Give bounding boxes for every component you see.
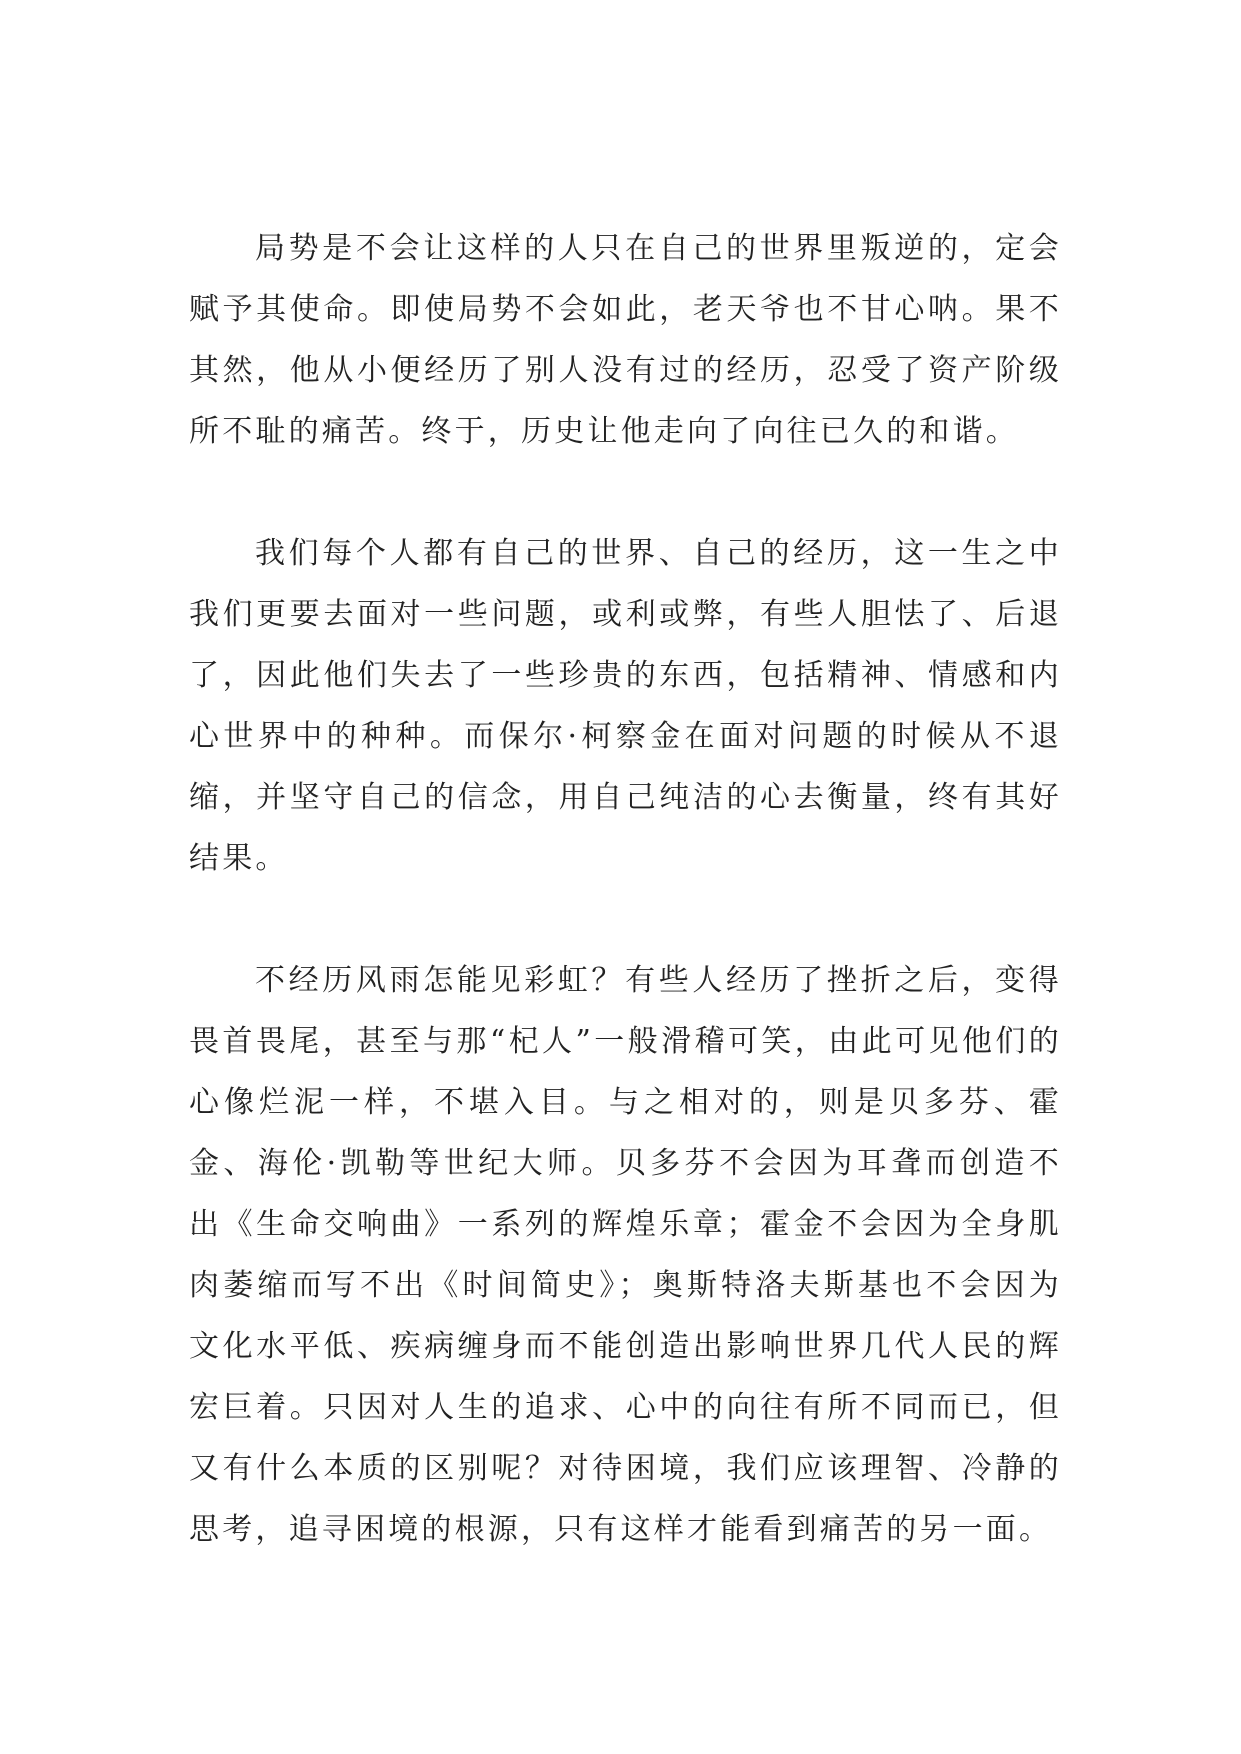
paragraph-2: 我们每个人都有自己的世界、自己的经历，这一生之中我们更要去面对一些问题，或利或弊，有些人胆怯了、后退了，因此他们失去了一些珍贵的东西，包括精神、情感和内心世界中的种种。而保尔·柯察金在面对问题的时候从不退缩，并坚守自己的信念，用自己纯洁的心去衡量，终有其好结果。 — [189, 536, 1062, 876]
paragraph-1: 局势是不会让这样的人只在自己的世界里叛逆的，定会赋予其使命。即使局势不会如此，老天爷也不甘心呐。果不其然，他从小便经历了别人没有过的经历，忍受了资产阶级所不耻的痛苦。终于，历史让他走向了向往已久的和谐。 — [189, 231, 1062, 449]
paragraph-3: 不经历风雨怎能见彩虹？有些人经历了挫折之后，变得畏首畏尾，甚至与那“杞人”一般滑稽可笑，由此可见他们的心像烂泥一样，不堪入目。与之相对的，则是贝多芬、霍金、海伦·凯勒等世纪大师。贝多芬不会因为耳聋而创造不出《生命交响曲》一系列的辉煌乐章；霍金不会因为全身肌肉萎缩而写不出《时间简史》；奥斯特洛夫斯基也不会因为文化水平低、疾病缠身而不能创造出影响世界几代人民的辉宏巨着。只因对人生的追求、心中的向往有所不同而已，但又有什么本质的区别呢？对待困境，我们应该理智、冷静的思考，追寻困境的根源，只有这样才能看到痛苦的另一面。 — [189, 963, 1062, 1547]
document-body — [189, 218, 1062, 1560]
